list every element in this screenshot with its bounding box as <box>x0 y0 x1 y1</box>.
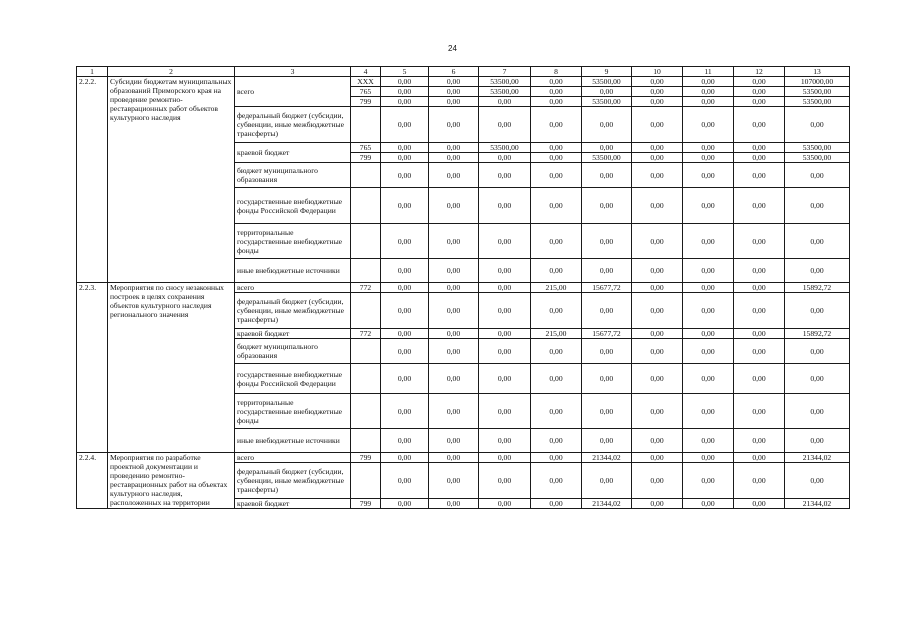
amount-cell: 0,00 <box>531 224 582 259</box>
amount-cell: 0,00 <box>734 259 785 283</box>
amount-cell: 0,00 <box>381 364 429 394</box>
amount-cell: 0,00 <box>531 429 582 453</box>
amount-cell: 0,00 <box>429 87 479 97</box>
amount-cell: 0,00 <box>429 453 479 463</box>
budget-code <box>351 429 381 453</box>
amount-cell: 0,00 <box>531 293 582 329</box>
amount-cell: 0,00 <box>683 224 734 259</box>
amount-cell: 0,00 <box>479 329 531 339</box>
page-number: 24 <box>448 44 457 53</box>
budget-code: 772 <box>351 283 381 293</box>
amount-cell: 0,00 <box>683 394 734 429</box>
budget-code <box>351 394 381 429</box>
amount-cell: 15892,72 <box>785 283 850 293</box>
amount-cell: 0,00 <box>381 429 429 453</box>
amount-cell: 0,00 <box>479 163 531 188</box>
amount-cell: 0,00 <box>785 364 850 394</box>
amount-cell: 21344,02 <box>582 499 632 509</box>
amount-cell: 53500,00 <box>479 87 531 97</box>
budget-code: 799 <box>351 499 381 509</box>
item-code: 2.2.2. <box>77 77 108 283</box>
amount-cell: 0,00 <box>429 329 479 339</box>
amount-cell: 0,00 <box>582 429 632 453</box>
funding-source: федеральный бюджет (субсидии, субвенции, иные межбюджетные трансферты) <box>235 293 351 329</box>
amount-cell: 0,00 <box>531 87 582 97</box>
amount-cell: 0,00 <box>683 339 734 364</box>
amount-cell: 0,00 <box>381 293 429 329</box>
amount-cell: 0,00 <box>479 97 531 107</box>
amount-cell: 0,00 <box>632 87 683 97</box>
amount-cell: 0,00 <box>479 259 531 283</box>
amount-cell: 0,00 <box>683 143 734 153</box>
amount-cell: 0,00 <box>683 453 734 463</box>
amount-cell: 0,00 <box>632 394 683 429</box>
amount-cell: 0,00 <box>683 293 734 329</box>
amount-cell: 0,00 <box>479 499 531 509</box>
item-name: Мероприятия по сносу незаконных построек в целях сохранения объектов культурного наследия регионального значения <box>108 283 235 453</box>
funding-source: федеральный бюджет (субсидии, субвенции, иные межбюджетные трансферты) <box>235 463 351 499</box>
budget-code <box>351 163 381 188</box>
funding-source: территориальные государственные внебюджетные фонды <box>235 394 351 429</box>
item-name: Мероприятия по разработке проектной документации и проведению ремонтно-реставрационных работ на объектах культурного наследия, расположенных на территории <box>108 453 235 509</box>
amount-cell: 0,00 <box>479 153 531 163</box>
amount-cell: 0,00 <box>429 463 479 499</box>
amount-cell: 0,00 <box>381 329 429 339</box>
amount-cell: 0,00 <box>734 339 785 364</box>
table-row <box>77 283 850 293</box>
amount-cell: 0,00 <box>582 143 632 153</box>
amount-cell: 0,00 <box>683 499 734 509</box>
amount-cell: 0,00 <box>683 364 734 394</box>
amount-cell: 0,00 <box>381 453 429 463</box>
amount-cell: 0,00 <box>479 224 531 259</box>
amount-cell: 0,00 <box>734 329 785 339</box>
amount-cell: 0,00 <box>429 163 479 188</box>
amount-cell: 215,00 <box>531 283 582 293</box>
amount-cell: 0,00 <box>381 163 429 188</box>
amount-cell: 107000,00 <box>785 77 850 87</box>
amount-cell: 0,00 <box>582 87 632 97</box>
amount-cell: 0,00 <box>531 97 582 107</box>
amount-cell: 0,00 <box>429 499 479 509</box>
amount-cell: 21344,02 <box>785 499 850 509</box>
amount-cell: 0,00 <box>429 394 479 429</box>
amount-cell: 0,00 <box>479 429 531 453</box>
amount-cell: 0,00 <box>429 259 479 283</box>
amount-cell: 0,00 <box>429 143 479 153</box>
funding-source: государственные внебюджетные фонды Российской Федерации <box>235 364 351 394</box>
amount-cell: 0,00 <box>632 77 683 87</box>
amount-cell: 0,00 <box>531 453 582 463</box>
amount-cell: 0,00 <box>683 153 734 163</box>
amount-cell: 0,00 <box>734 453 785 463</box>
amount-cell: 0,00 <box>734 153 785 163</box>
amount-cell: 53500,00 <box>582 97 632 107</box>
amount-cell: 0,00 <box>479 107 531 143</box>
amount-cell: 0,00 <box>632 293 683 329</box>
amount-cell: 0,00 <box>683 107 734 143</box>
amount-cell: 15677,72 <box>582 329 632 339</box>
amount-cell: 0,00 <box>632 97 683 107</box>
amount-cell: 0,00 <box>531 463 582 499</box>
amount-cell: 0,00 <box>582 107 632 143</box>
amount-cell: 0,00 <box>381 339 429 364</box>
amount-cell: 0,00 <box>582 463 632 499</box>
amount-cell: 0,00 <box>381 153 429 163</box>
header-row <box>77 67 850 77</box>
amount-cell: 53500,00 <box>582 153 632 163</box>
amount-cell: 0,00 <box>429 188 479 224</box>
funding-source: иные внебюджетные источники <box>235 259 351 283</box>
table-body <box>77 67 850 509</box>
column-header: 10 <box>632 67 683 77</box>
amount-cell: 0,00 <box>429 153 479 163</box>
item-code: 2.2.3. <box>77 283 108 453</box>
budget-code: 799 <box>351 97 381 107</box>
budget-code <box>351 107 381 143</box>
amount-cell: 0,00 <box>381 107 429 143</box>
amount-cell: 0,00 <box>632 163 683 188</box>
amount-cell: 0,00 <box>785 107 850 143</box>
amount-cell: 0,00 <box>531 153 582 163</box>
amount-cell: 0,00 <box>531 143 582 153</box>
amount-cell: 0,00 <box>531 339 582 364</box>
column-header: 12 <box>734 67 785 77</box>
amount-cell: 0,00 <box>632 153 683 163</box>
amount-cell: 0,00 <box>381 499 429 509</box>
amount-cell: 0,00 <box>683 87 734 97</box>
budget-code: 772 <box>351 329 381 339</box>
amount-cell: 0,00 <box>734 499 785 509</box>
amount-cell: 0,00 <box>683 329 734 339</box>
table-row <box>77 77 850 87</box>
amount-cell: 0,00 <box>734 188 785 224</box>
amount-cell: 0,00 <box>381 283 429 293</box>
amount-cell: 0,00 <box>683 77 734 87</box>
funding-source: краевой бюджет <box>235 329 351 339</box>
amount-cell: 0,00 <box>734 293 785 329</box>
column-header: 1 <box>77 67 108 77</box>
amount-cell: 53500,00 <box>479 143 531 153</box>
amount-cell: 0,00 <box>479 463 531 499</box>
amount-cell: 0,00 <box>734 97 785 107</box>
amount-cell: 0,00 <box>381 188 429 224</box>
amount-cell: 0,00 <box>582 224 632 259</box>
amount-cell: 0,00 <box>683 429 734 453</box>
amount-cell: 0,00 <box>479 394 531 429</box>
amount-cell: 0,00 <box>632 188 683 224</box>
amount-cell: 0,00 <box>582 364 632 394</box>
column-header: 11 <box>683 67 734 77</box>
budget-code <box>351 188 381 224</box>
amount-cell: 0,00 <box>381 394 429 429</box>
funding-source: бюджет муниципального образования <box>235 163 351 188</box>
budget-code <box>351 293 381 329</box>
column-header: 6 <box>429 67 479 77</box>
amount-cell: 0,00 <box>785 339 850 364</box>
amount-cell: 0,00 <box>632 224 683 259</box>
amount-cell: 0,00 <box>734 87 785 97</box>
amount-cell: 0,00 <box>582 259 632 283</box>
amount-cell: 0,00 <box>531 107 582 143</box>
amount-cell: 215,00 <box>531 329 582 339</box>
table-row <box>77 453 850 463</box>
budget-code: 799 <box>351 153 381 163</box>
amount-cell: 0,00 <box>531 364 582 394</box>
amount-cell: 0,00 <box>785 224 850 259</box>
funding-source: бюджет муниципального образования <box>235 339 351 364</box>
amount-cell: 0,00 <box>632 364 683 394</box>
amount-cell: 0,00 <box>381 463 429 499</box>
amount-cell: 0,00 <box>381 97 429 107</box>
budget-code: ХХХ <box>351 77 381 87</box>
funding-source: государственные внебюджетные фонды Российской Федерации <box>235 188 351 224</box>
column-header: 9 <box>582 67 632 77</box>
amount-cell: 0,00 <box>479 188 531 224</box>
amount-cell: 0,00 <box>632 463 683 499</box>
amount-cell: 15892,72 <box>785 329 850 339</box>
amount-cell: 0,00 <box>632 283 683 293</box>
amount-cell: 0,00 <box>632 339 683 364</box>
amount-cell: 0,00 <box>582 163 632 188</box>
amount-cell: 0,00 <box>632 107 683 143</box>
amount-cell: 15677,72 <box>582 283 632 293</box>
amount-cell: 0,00 <box>479 339 531 364</box>
amount-cell: 53500,00 <box>785 143 850 153</box>
funding-source: всего <box>235 77 351 107</box>
budget-code <box>351 364 381 394</box>
item-name: Субсидии бюджетам муниципальных образований Приморского края на проведение ремонтно-реставрационных работ объектов культурного наследия <box>108 77 235 283</box>
budget-code <box>351 463 381 499</box>
amount-cell: 0,00 <box>632 329 683 339</box>
amount-cell: 0,00 <box>785 394 850 429</box>
amount-cell: 0,00 <box>381 77 429 87</box>
budget-table <box>76 66 850 509</box>
amount-cell: 0,00 <box>734 429 785 453</box>
amount-cell: 0,00 <box>734 163 785 188</box>
amount-cell: 0,00 <box>429 77 479 87</box>
amount-cell: 0,00 <box>582 339 632 364</box>
budget-code: 765 <box>351 143 381 153</box>
amount-cell: 0,00 <box>785 293 850 329</box>
amount-cell: 0,00 <box>381 224 429 259</box>
amount-cell: 0,00 <box>632 453 683 463</box>
column-header: 2 <box>108 67 235 77</box>
amount-cell: 21344,02 <box>785 453 850 463</box>
amount-cell: 0,00 <box>632 499 683 509</box>
amount-cell: 53500,00 <box>785 153 850 163</box>
amount-cell: 0,00 <box>381 259 429 283</box>
amount-cell: 21344,02 <box>582 453 632 463</box>
amount-cell: 0,00 <box>429 283 479 293</box>
amount-cell: 53500,00 <box>582 77 632 87</box>
amount-cell: 0,00 <box>632 143 683 153</box>
amount-cell: 0,00 <box>582 293 632 329</box>
amount-cell: 0,00 <box>429 293 479 329</box>
amount-cell: 0,00 <box>785 188 850 224</box>
column-header: 3 <box>235 67 351 77</box>
funding-source: краевой бюджет <box>235 499 351 509</box>
amount-cell: 0,00 <box>683 283 734 293</box>
column-header: 7 <box>479 67 531 77</box>
amount-cell: 0,00 <box>479 453 531 463</box>
amount-cell: 0,00 <box>734 394 785 429</box>
amount-cell: 0,00 <box>734 463 785 499</box>
column-header: 4 <box>351 67 381 77</box>
amount-cell: 0,00 <box>429 107 479 143</box>
amount-cell: 0,00 <box>734 143 785 153</box>
amount-cell: 0,00 <box>785 163 850 188</box>
amount-cell: 0,00 <box>531 77 582 87</box>
amount-cell: 0,00 <box>531 188 582 224</box>
funding-source: краевой бюджет <box>235 143 351 163</box>
funding-source: территориальные государственные внебюджетные фонды <box>235 224 351 259</box>
amount-cell: 0,00 <box>683 97 734 107</box>
amount-cell: 0,00 <box>683 463 734 499</box>
funding-source: иные внебюджетные источники <box>235 429 351 453</box>
budget-code: 799 <box>351 453 381 463</box>
amount-cell: 0,00 <box>734 224 785 259</box>
budget-code: 765 <box>351 87 381 97</box>
budget-code <box>351 224 381 259</box>
funding-source: всего <box>235 283 351 293</box>
amount-cell: 0,00 <box>632 429 683 453</box>
column-header: 8 <box>531 67 582 77</box>
amount-cell: 0,00 <box>734 364 785 394</box>
amount-cell: 0,00 <box>381 143 429 153</box>
amount-cell: 0,00 <box>479 364 531 394</box>
amount-cell: 0,00 <box>531 163 582 188</box>
amount-cell: 53500,00 <box>479 77 531 87</box>
funding-source: всего <box>235 453 351 463</box>
amount-cell: 0,00 <box>632 259 683 283</box>
funding-source: федеральный бюджет (субсидии, субвенции, иные межбюджетные трансферты) <box>235 107 351 143</box>
item-code: 2.2.4. <box>77 453 108 509</box>
budget-code <box>351 259 381 283</box>
amount-cell: 0,00 <box>429 429 479 453</box>
amount-cell: 0,00 <box>582 188 632 224</box>
amount-cell: 53500,00 <box>785 97 850 107</box>
amount-cell: 0,00 <box>429 224 479 259</box>
amount-cell: 0,00 <box>531 394 582 429</box>
amount-cell: 0,00 <box>531 259 582 283</box>
column-header: 13 <box>785 67 850 77</box>
amount-cell: 0,00 <box>429 339 479 364</box>
amount-cell: 0,00 <box>683 188 734 224</box>
amount-cell: 0,00 <box>785 429 850 453</box>
amount-cell: 0,00 <box>429 364 479 394</box>
amount-cell: 0,00 <box>479 283 531 293</box>
amount-cell: 0,00 <box>734 107 785 143</box>
amount-cell: 0,00 <box>429 97 479 107</box>
amount-cell: 53500,00 <box>785 87 850 97</box>
amount-cell: 0,00 <box>785 463 850 499</box>
amount-cell: 0,00 <box>734 283 785 293</box>
amount-cell: 0,00 <box>582 394 632 429</box>
column-header: 5 <box>381 67 429 77</box>
budget-code <box>351 339 381 364</box>
amount-cell: 0,00 <box>531 499 582 509</box>
amount-cell: 0,00 <box>683 163 734 188</box>
amount-cell: 0,00 <box>734 77 785 87</box>
amount-cell: 0,00 <box>479 293 531 329</box>
amount-cell: 0,00 <box>683 259 734 283</box>
amount-cell: 0,00 <box>381 87 429 97</box>
amount-cell: 0,00 <box>785 259 850 283</box>
